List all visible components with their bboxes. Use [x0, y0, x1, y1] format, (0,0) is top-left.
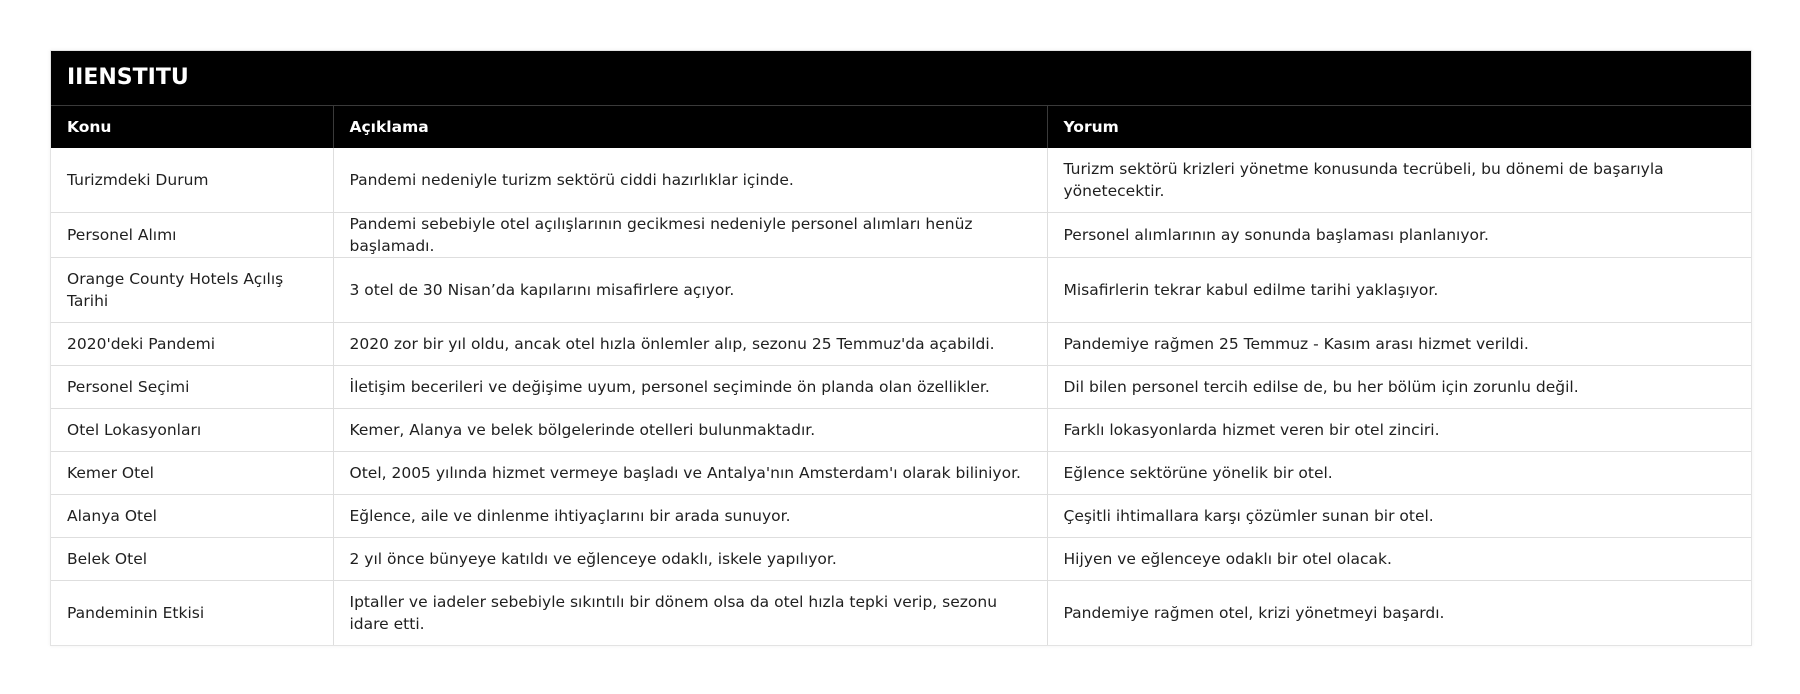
- header-konu: Konu: [51, 106, 333, 148]
- cell-konu: Orange County Hotels Açılış Tarihi: [51, 258, 333, 323]
- table-row: [51, 366, 1751, 409]
- table-row: [51, 452, 1751, 495]
- table-row: [51, 495, 1751, 538]
- table-row: [51, 323, 1751, 366]
- table-row: [51, 213, 1751, 258]
- cell-aciklama: Pandemi sebebiyle otel açılışlarının gecikmesi nedeniyle personel alımları henüz başlamadı.: [333, 213, 1047, 258]
- cell-konu: Belek Otel: [51, 538, 333, 581]
- cell-aciklama: Eğlence, aile ve dinlenme ihtiyaçlarını bir arada sunuyor.: [333, 495, 1047, 538]
- table-row: [51, 538, 1751, 581]
- cell-yorum: Dil bilen personel tercih edilse de, bu her bölüm için zorunlu değil.: [1047, 366, 1751, 409]
- content-table-card: [50, 50, 1752, 646]
- cell-aciklama: Iptaller ve iadeler sebebiyle sıkıntılı bir dönem olsa da otel hızla tepki verip, sezonu idare etti.: [333, 581, 1047, 646]
- table-row: [51, 258, 1751, 323]
- cell-yorum: Farklı lokasyonlarda hizmet veren bir otel zinciri.: [1047, 409, 1751, 452]
- cell-konu: Alanya Otel: [51, 495, 333, 538]
- cell-konu: Pandeminin Etkisi: [51, 581, 333, 646]
- cell-konu: 2020'deki Pandemi: [51, 323, 333, 366]
- cell-aciklama: Otel, 2005 yılında hizmet vermeye başladı ve Antalya'nın Amsterdam'ı olarak biliniyor.: [333, 452, 1047, 495]
- brand-title: IIENSTITU: [51, 51, 1751, 106]
- cell-yorum: Hijyen ve eğlenceye odaklı bir otel olacak.: [1047, 538, 1751, 581]
- cell-konu: Kemer Otel: [51, 452, 333, 495]
- cell-konu: Otel Lokasyonları: [51, 409, 333, 452]
- table-row: [51, 148, 1751, 213]
- cell-yorum: Çeşitli ihtimallara karşı çözümler sunan bir otel.: [1047, 495, 1751, 538]
- cell-yorum: Eğlence sektörüne yönelik bir otel.: [1047, 452, 1751, 495]
- cell-konu: Personel Seçimi: [51, 366, 333, 409]
- cell-yorum: Misafirlerin tekrar kabul edilme tarihi yaklaşıyor.: [1047, 258, 1751, 323]
- cell-konu: Turizmdeki Durum: [51, 148, 333, 213]
- cell-aciklama: İletişim becerileri ve değişime uyum, personel seçiminde ön planda olan özellikler.: [333, 366, 1047, 409]
- table-row: [51, 581, 1751, 646]
- cell-aciklama: 2 yıl önce bünyeye katıldı ve eğlenceye odaklı, iskele yapılıyor.: [333, 538, 1047, 581]
- cell-yorum: Pandemiye rağmen 25 Temmuz - Kasım arası hizmet verildi.: [1047, 323, 1751, 366]
- cell-aciklama: 2020 zor bir yıl oldu, ancak otel hızla önlemler alıp, sezonu 25 Temmuz'da açabildi.: [333, 323, 1047, 366]
- cell-yorum: Turizm sektörü krizleri yönetme konusunda tecrübeli, bu dönemi de başarıyla yönetecektir.: [1047, 148, 1751, 213]
- table-row: [51, 409, 1751, 452]
- cell-yorum: Personel alımlarının ay sonunda başlaması planlanıyor.: [1047, 213, 1751, 258]
- header-yorum: Yorum: [1047, 106, 1751, 148]
- cell-aciklama: Kemer, Alanya ve belek bölgelerinde otelleri bulunmaktadır.: [333, 409, 1047, 452]
- cell-aciklama: 3 otel de 30 Nisan’da kapılarını misafirlere açıyor.: [333, 258, 1047, 323]
- header-aciklama: Açıklama: [333, 106, 1047, 148]
- cell-yorum: Pandemiye rağmen otel, krizi yönetmeyi başardı.: [1063, 604, 1445, 622]
- info-table: [51, 106, 1751, 645]
- cell-konu: Personel Alımı: [51, 213, 333, 258]
- cell-aciklama: Pandemi nedeniyle turizm sektörü ciddi hazırlıklar içinde.: [333, 148, 1047, 213]
- table-header-row: [51, 106, 1751, 148]
